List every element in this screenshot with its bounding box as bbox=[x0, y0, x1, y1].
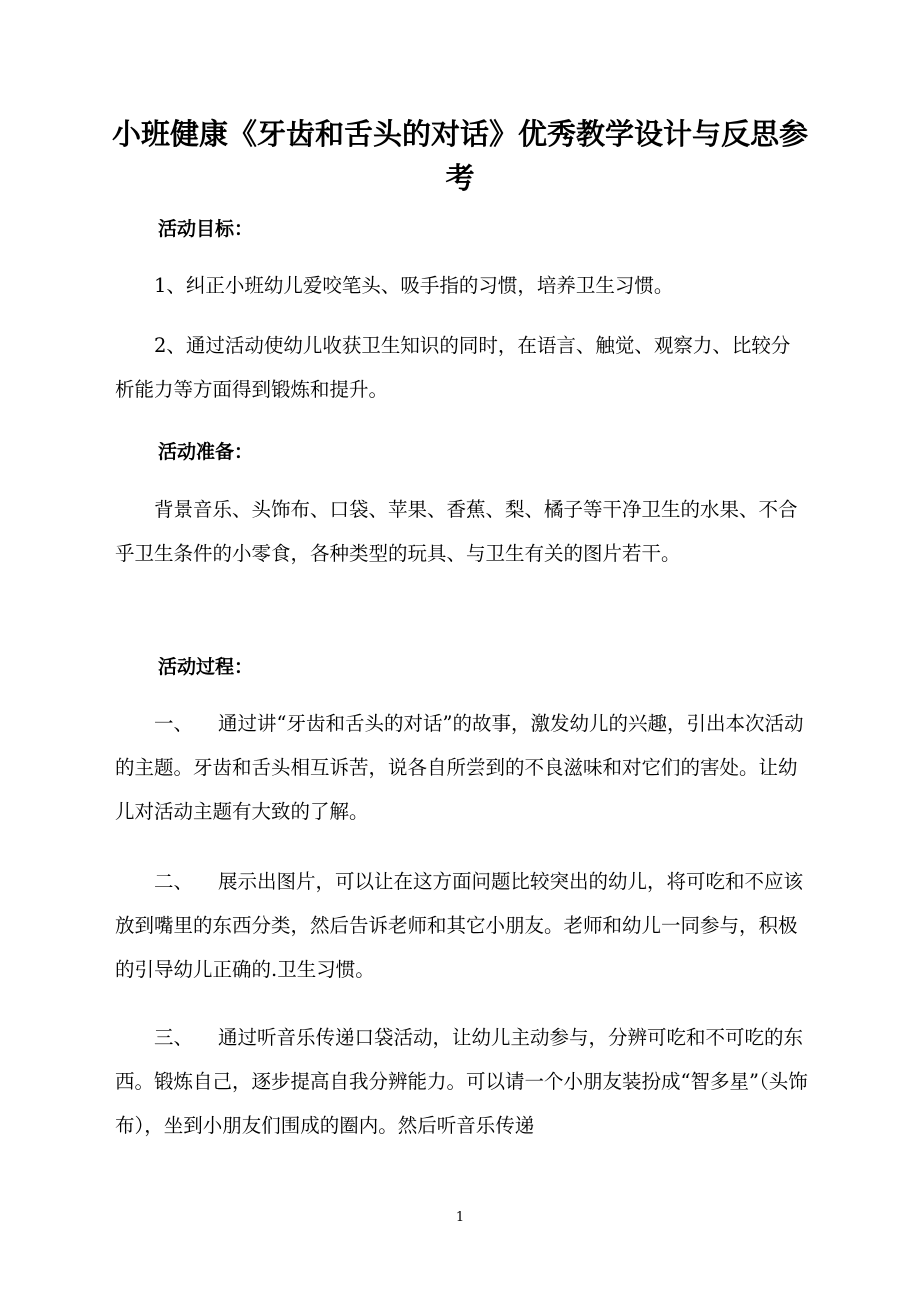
step-text: 通过听音乐传递口袋活动，让幼儿主动参与，分辨可吃和不可吃的东西。锻炼自己，逐步提高自我分辨能力。可以请一个小朋友装扮成“智多星”（头饰布），坐到小朋友们围成的圈内。然后听音乐传递 bbox=[115, 1026, 808, 1137]
step-text: 通过讲“牙齿和舌头的对话”的故事，激发幼儿的兴趣，引出本次活动的主题。牙齿和舌头相互诉苦，说各自所尝到的不良滋味和对它们的害处。让幼儿对活动主题有大致的了解。 bbox=[115, 712, 804, 823]
document-title: 小班健康《牙齿和舌头的对话》优秀教学设计与反思参考 bbox=[111, 117, 808, 195]
step-number: 一、 bbox=[154, 712, 194, 735]
goal-item-2: 2、通过活动使幼儿收获卫生知识的同时，在语言、触觉、观察力、比较分析能力等方面得到锻炼和提升。 bbox=[115, 334, 791, 401]
section-heading-goals: 活动目标： bbox=[158, 218, 254, 240]
process-step-1 bbox=[115, 702, 809, 834]
step-text: 展示出图片，可以让在这方面问题比较突出的幼儿，将可吃和不应该放到嘴里的东西分类，然后告诉老师和其它小朋友。老师和幼儿一同参与，积极的引导幼儿正确的.卫生习惯。 bbox=[115, 870, 804, 981]
process-step-3 bbox=[115, 1016, 809, 1148]
step-number: 二、 bbox=[154, 870, 194, 893]
process-step-2 bbox=[115, 860, 809, 992]
section-heading-process: 活动过程： bbox=[158, 656, 254, 678]
preparation-text: 背景音乐、头饰布、口袋、苹果、香蕉、梨、橘子等干净卫生的水果、不合乎卫生条件的小零食，各种类型的玩具、与卫生有关的图片若干。 bbox=[115, 498, 798, 565]
goal-item-1: 1、纠正小班幼儿爱咬笔头、吸手指的习惯，培养卫生习惯。 bbox=[154, 274, 674, 297]
page-number: 1 bbox=[455, 1210, 465, 1225]
section-heading-preparation: 活动准备： bbox=[158, 441, 254, 463]
step-number: 三、 bbox=[154, 1026, 194, 1049]
